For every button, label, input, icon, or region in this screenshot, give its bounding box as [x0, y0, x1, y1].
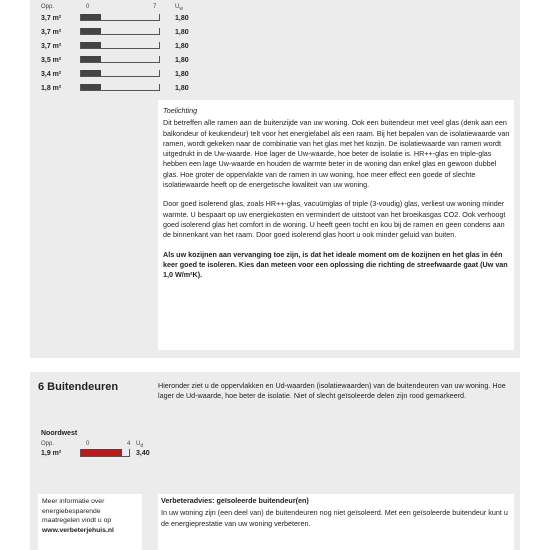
area-value: 3,4 m²	[41, 71, 62, 78]
info-text: Meer informatie over energiebesparende maatregelen vindt u op	[42, 498, 112, 525]
area-value: 3,7 m²	[41, 15, 62, 22]
scale-min-label: 0	[86, 441, 90, 447]
u-value-bar	[81, 56, 101, 62]
area-value: 1,8 m²	[41, 85, 62, 92]
u-value: 1,80	[175, 29, 189, 36]
u-value-bar-track	[80, 42, 160, 49]
door-chart-header	[38, 437, 188, 450]
u-value: 1,80	[175, 85, 189, 92]
u-value: 1,80	[175, 43, 189, 50]
u-value: 1,80	[175, 71, 189, 78]
windows-panel	[30, 0, 520, 358]
u-value-row	[38, 68, 188, 82]
area-column-header: Opp.	[41, 4, 55, 10]
section-intro: Hieronder ziet u de oppervlakken en Ud-waarden (isolatiewaarden) van de buitendeuren van uw woning. Hoe lager de Ud-waarde, hoe beter de isolatie. Niet of slecht geïsoleerde delen zijn rood gemarkeerd.	[158, 381, 506, 401]
u-value-row	[38, 26, 188, 40]
area-value: 1,9 m²	[41, 450, 62, 457]
advice-box	[158, 494, 514, 550]
explanation-paragraph-2: Door goed isolerend glas, zoals HR++-glas, vacuümglas of triple (3-voudig) glas, verliest uw woning minder warmte. U bespaart op uw energiekosten en vermindert de uitstoot van het broeikasgas CO2. Ook verhoogt goed isolerend glas het comfort in de woning. U heeft geen tocht en kou bij de ramen en geen condens aan de binnenkant van het raam. Door goed isolerend glas hoort u ook minder geluid van buiten.	[163, 199, 506, 240]
u-value-bar-track	[80, 449, 130, 457]
u-value: 1,80	[175, 57, 189, 64]
area-value: 3,7 m²	[41, 43, 62, 50]
u-value: 1,80	[175, 15, 189, 22]
window-rows	[38, 12, 188, 96]
area-value: 3,5 m²	[41, 57, 62, 64]
explanation-title: Toelichting	[163, 106, 198, 115]
u-value: 3,40	[136, 450, 150, 457]
info-link[interactable]: www.verbeterjehuis.nl	[42, 526, 114, 534]
window-chart-header	[38, 0, 188, 12]
door-rows	[38, 447, 188, 461]
explanation-box	[158, 100, 514, 350]
scale-max-label: 7	[153, 4, 157, 10]
orientation-label: Noordwest	[41, 430, 78, 437]
u-value-bar	[81, 42, 101, 48]
area-column-header: Opp.	[41, 441, 55, 447]
explanation-paragraph-1: Dit betreffen alle ramen aan de buitenzijde van uw woning. Ook een buitendeur met veel glas (denk aan een balkondeur of keukendeur) telt voor het energielabel als een raam. Bij het bepalen van de isolatiewaarde van ramen, wordt gekeken naar de combinatie van het glas met het kozijn. De isolatiewaarde van ramen wordt uitgedrukt in de Uw-waarde. Hoe lager de Uw-waarde, hoe beter de isolatie is. HR++-glas en triple-glas hebben een lage Uw-waarde en houden de warmte beter in de woning dan enkel glas en gewoon dubbel glas. Hoe groter de oppervlakte van de ramen in uw woning, hoe meer effect een goede of slechte isolatiewaarde heeft op de energetische kwaliteit van uw woning.	[163, 118, 510, 190]
u-value-row	[38, 82, 188, 96]
info-box	[38, 494, 142, 550]
u-value-row	[38, 40, 188, 54]
scale-min-label: 0	[86, 4, 90, 10]
u-value-bar	[81, 14, 101, 20]
u-value-bar	[81, 70, 101, 76]
explanation-paragraph-3: Als uw kozijnen aan vervanging toe zijn, is dat het ideale moment om de kozijnen en het glas in één keer goed te isoleren. Kies dan meteen voor een oplossing die richting de streefwaarde gaat (Uw van 1,0 W/m²K).	[163, 249, 508, 280]
u-value-bar	[81, 28, 101, 34]
u-value-column-header: $U_d$	[136, 441, 144, 450]
scale-max-label: 4	[127, 441, 131, 447]
u-value-bar-track	[80, 28, 160, 35]
u-value-column-header: $U_w$	[175, 4, 183, 13]
area-value: 3,7 m²	[41, 29, 62, 36]
window-u-value-chart	[38, 0, 188, 96]
u-value-bar-track	[80, 70, 160, 77]
section-title: 6 Buitendeuren	[38, 381, 119, 393]
u-value-row	[38, 54, 188, 68]
u-value-bar-track	[80, 84, 160, 91]
advice-title: Verbeteradvies: geïsoleerde buitendeur(en)	[161, 496, 309, 505]
u-value-row	[38, 12, 188, 26]
u-value-row	[38, 447, 188, 461]
doors-panel	[30, 372, 520, 550]
advice-text: In uw woning zijn (een deel van) de buitendeuren nog niet geïsoleerd. Met een geïsoleerde buitendeur kunt u de energieprestatie van uw woning verbeteren.	[161, 508, 508, 528]
door-u-value-chart	[38, 430, 188, 461]
u-value-bar	[81, 449, 122, 456]
u-value-bar	[81, 84, 101, 90]
u-value-bar-track	[80, 14, 160, 21]
u-value-bar-track	[80, 56, 160, 63]
